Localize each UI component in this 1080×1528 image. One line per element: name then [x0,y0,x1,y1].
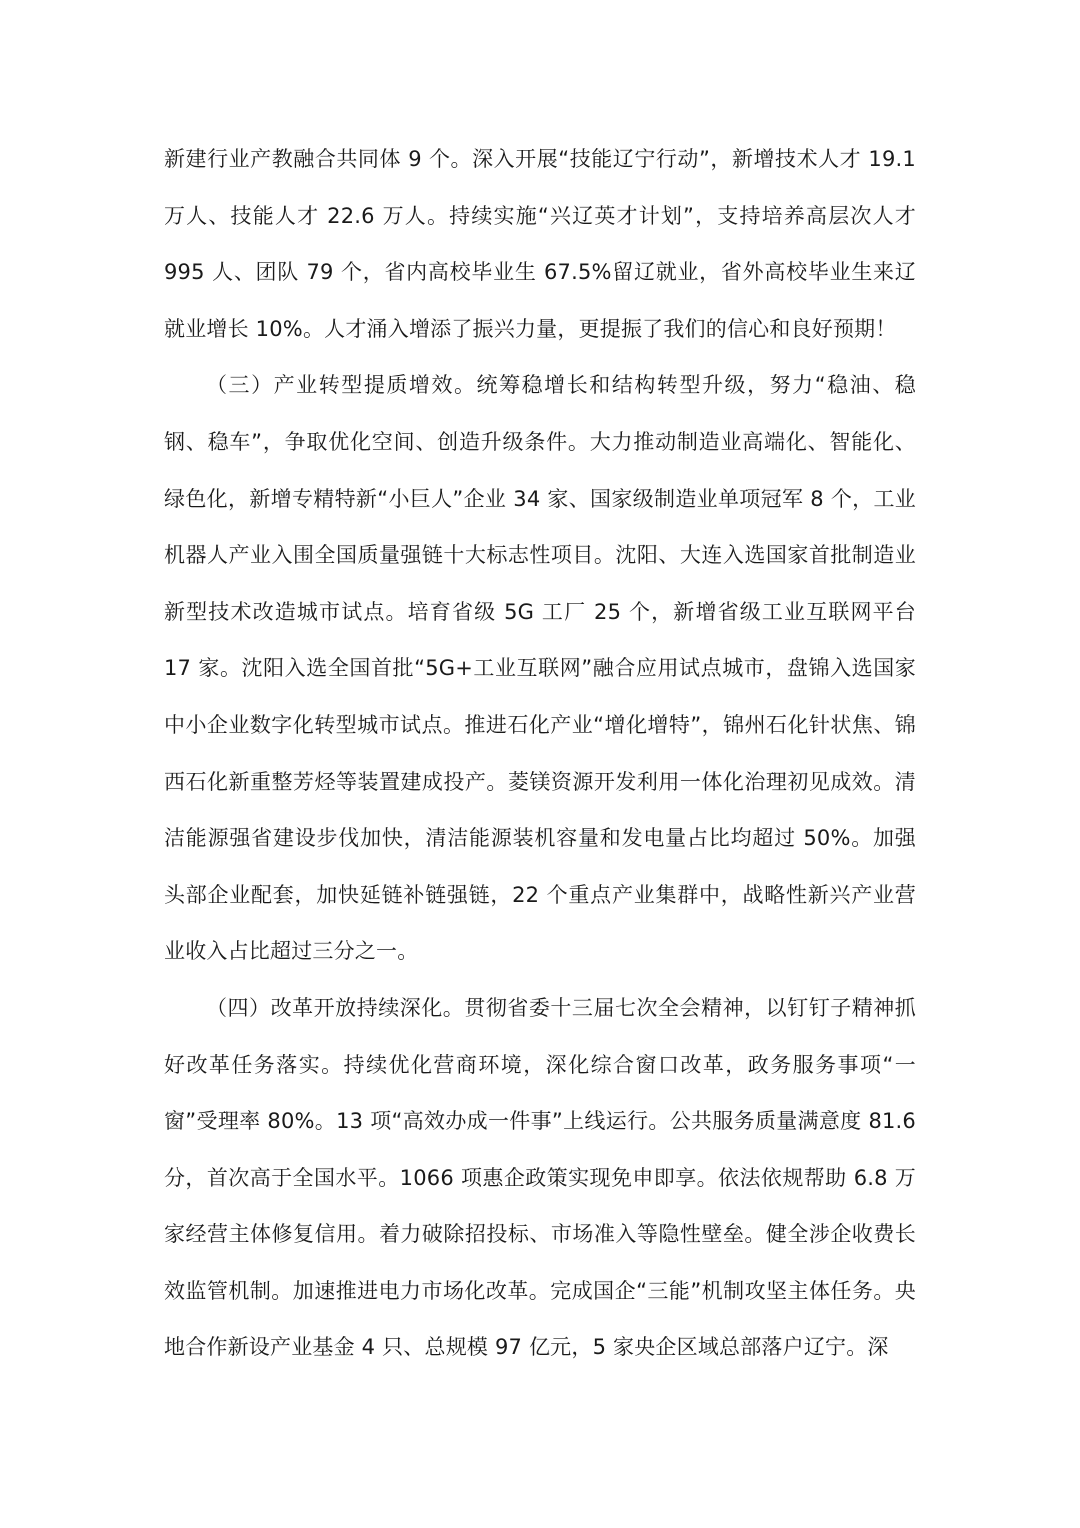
document-body [164,131,916,1376]
paragraph-reform-opening: （四）改革开放持续深化。贯彻省委十三届七次全会精神，以钉钉子精神抓好改革任务落实。持续优化营商环境，深化综合窗口改革，政务服务事项“一窗”受理率 80%。13 项“高效办成一件事”上线运行。公共服务质量满意度 81.6 分，首次高于全国水平。1066 项惠企政策实现免申即享。依法依规帮助 6.8 万家经营主体修复信用。着力破除招投标、市场准入等隐性壁垒。健全涉企收费长效监管机制。加速推进电力市场化改革。完成国企“三能”机制攻坚主体任务。央地合作新设产业基金 4 只、总规模 97 亿元，5 家央企区域总部落户辽宁。深 [164,995,916,1360]
paragraph-talent: 新建行业产教融合共同体 9 个。深入开展“技能辽宁行动”，新增技术人才 19.1 万人、技能人才 22.6 万人。持续实施“兴辽英才计划”，支持培养高层次人才 995 人、团队 79 个，省内高校毕业生 67.5%留辽就业，省外高校毕业生来辽就业增长 10%。人才涌入增添了振兴力量，更提振了我们的信心和良好预期！ [164,147,916,341]
paragraph-industry-transformation: （三）产业转型提质增效。统筹稳增长和结构转型升级，努力“稳油、稳钢、稳车”，争取优化空间、创造升级条件。大力推动制造业高端化、智能化、绿色化，新增专精特新“小巨人”企业 34 家、国家级制造业单项冠军 8 个，工业机器人产业入围全国质量强链十大标志性项目。沈阳、大连入选国家首批制造业新型技术改造城市试点。培育省级 5G 工厂 25 个，新增省级工业互联网平台 17 家。沈阳入选全国首批“5G+工业互联网”融合应用试点城市，盘锦入选国家中小企业数字化转型城市试点。推进石化产业“增化增特”，锦州石化针状焦、锦西石化新重整芳烃等装置建成投产。菱镁资源开发利用一体化治理初见成效。清洁能源强省建设步伐加快，清洁能源装机容量和发电量占比均超过 50%。加强头部企业配套，加快延链补链强链，22 个重点产业集群中，战略性新兴产业营业收入占比超过三分之一。 [164,373,916,964]
